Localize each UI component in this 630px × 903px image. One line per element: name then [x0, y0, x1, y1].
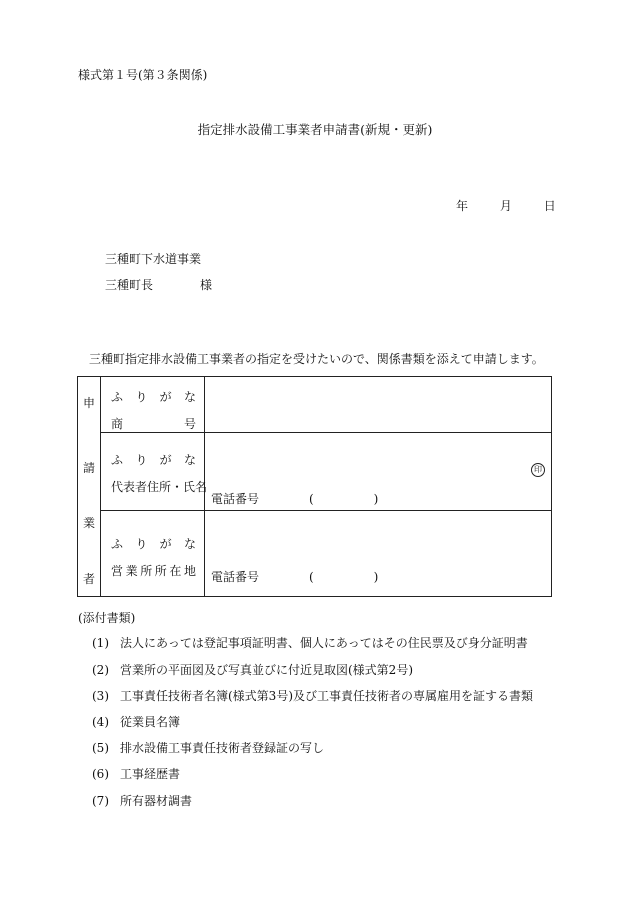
date-month: 月: [499, 199, 512, 213]
attachment-text: 排水設備工事責任技術者登録証の写し: [120, 741, 325, 755]
furigana-char: が: [159, 453, 172, 467]
date-day: 日: [543, 199, 556, 213]
office-location-label: [101, 562, 204, 579]
attachment-number: (6): [92, 767, 109, 781]
attachment-item: [92, 687, 533, 704]
label-char: 商: [111, 417, 124, 431]
furigana-char: が: [159, 390, 172, 404]
furigana-label: [101, 388, 204, 405]
attachment-item: [92, 765, 180, 782]
representative-value[interactable]: [205, 433, 552, 511]
application-statement: 三種町指定排水設備工事業者の指定を受けたいので、関係書類を添えて申請します。: [89, 352, 544, 366]
phone-label: 電話番号: [211, 492, 260, 506]
seal-mark: 印: [531, 463, 545, 477]
office-location-label-cell: [101, 511, 205, 597]
applicant-table: [77, 376, 552, 597]
addressee-line-1: 三種町下水道事業: [105, 252, 202, 266]
trade-name-label: [101, 415, 204, 432]
applicant-vertical-label: [78, 377, 101, 597]
date-line: [456, 197, 556, 214]
attachments-heading: (添付書類): [78, 611, 136, 625]
label-char: 号: [183, 417, 196, 431]
attachment-item: [92, 661, 413, 678]
trade-name-label-cell: [101, 377, 205, 433]
furigana-char: な: [183, 537, 196, 551]
furigana-char: な: [183, 453, 196, 467]
furigana-char: り: [135, 453, 148, 467]
addressee-line-2: [105, 276, 212, 293]
office-location-value[interactable]: [205, 511, 552, 597]
furigana-label: [101, 451, 204, 468]
representative-label: 代表者住所・氏名: [111, 480, 208, 494]
furigana-char: ふ: [111, 453, 124, 467]
attachment-text: 営業所の平面図及び写真並びに付近見取図(様式第2号): [120, 663, 414, 677]
furigana-char: り: [135, 537, 148, 551]
furigana-char: ふ: [111, 537, 124, 551]
attachment-number: (5): [92, 741, 109, 755]
attachment-item: [92, 739, 324, 756]
attachment-text: 従業員名簿: [120, 715, 181, 729]
attachment-item: [92, 634, 528, 651]
attachment-text: 法人にあっては登記事項証明書、個人にあってはその住民票及び身分証明書: [120, 636, 528, 650]
label-char: 営: [111, 564, 124, 578]
furigana-char: り: [135, 390, 148, 404]
phone-parentheses: ( ): [309, 492, 379, 506]
form-number: 様式第１号(第３条関係): [78, 68, 208, 82]
furigana-char: が: [159, 537, 172, 551]
attachment-number: (1): [92, 636, 109, 650]
furigana-char: ふ: [111, 390, 124, 404]
attachment-number: (7): [92, 794, 109, 808]
phone-parentheses: ( ): [309, 570, 379, 584]
attachment-text: 所有器材調書: [120, 794, 193, 808]
addressee-name: 三種町長: [105, 278, 154, 292]
attachment-item: [92, 792, 192, 809]
attachment-item: [92, 713, 180, 730]
attachment-text: 工事責任技術者名簿(様式第3号)及び工事責任技術者の専属雇用を証する書類: [120, 689, 534, 703]
vlabel-char: 業: [82, 516, 95, 530]
label-char: 業: [125, 564, 138, 578]
vlabel-char: 請: [82, 461, 95, 475]
date-year: 年: [456, 199, 469, 213]
vlabel-char: 者: [82, 572, 95, 586]
label-char: 地: [183, 564, 196, 578]
attachment-number: (3): [92, 689, 109, 703]
attachment-number: (2): [92, 663, 109, 677]
trade-name-value[interactable]: [205, 377, 552, 433]
document-title: 指定排水設備工事業者申請書(新規・更新): [197, 122, 433, 137]
attachment-text: 工事経歴書: [120, 767, 181, 781]
vlabel-char: 申: [82, 396, 95, 410]
furigana-label: [101, 535, 204, 552]
furigana-char: な: [183, 390, 196, 404]
attachment-number: (4): [92, 715, 109, 729]
representative-label-cell: [101, 433, 208, 511]
label-char: 在: [169, 564, 182, 578]
label-char: 所: [154, 564, 167, 578]
addressee-honorific: 様: [200, 278, 213, 292]
phone-label: 電話番号: [211, 570, 260, 584]
label-char: 所: [140, 564, 153, 578]
